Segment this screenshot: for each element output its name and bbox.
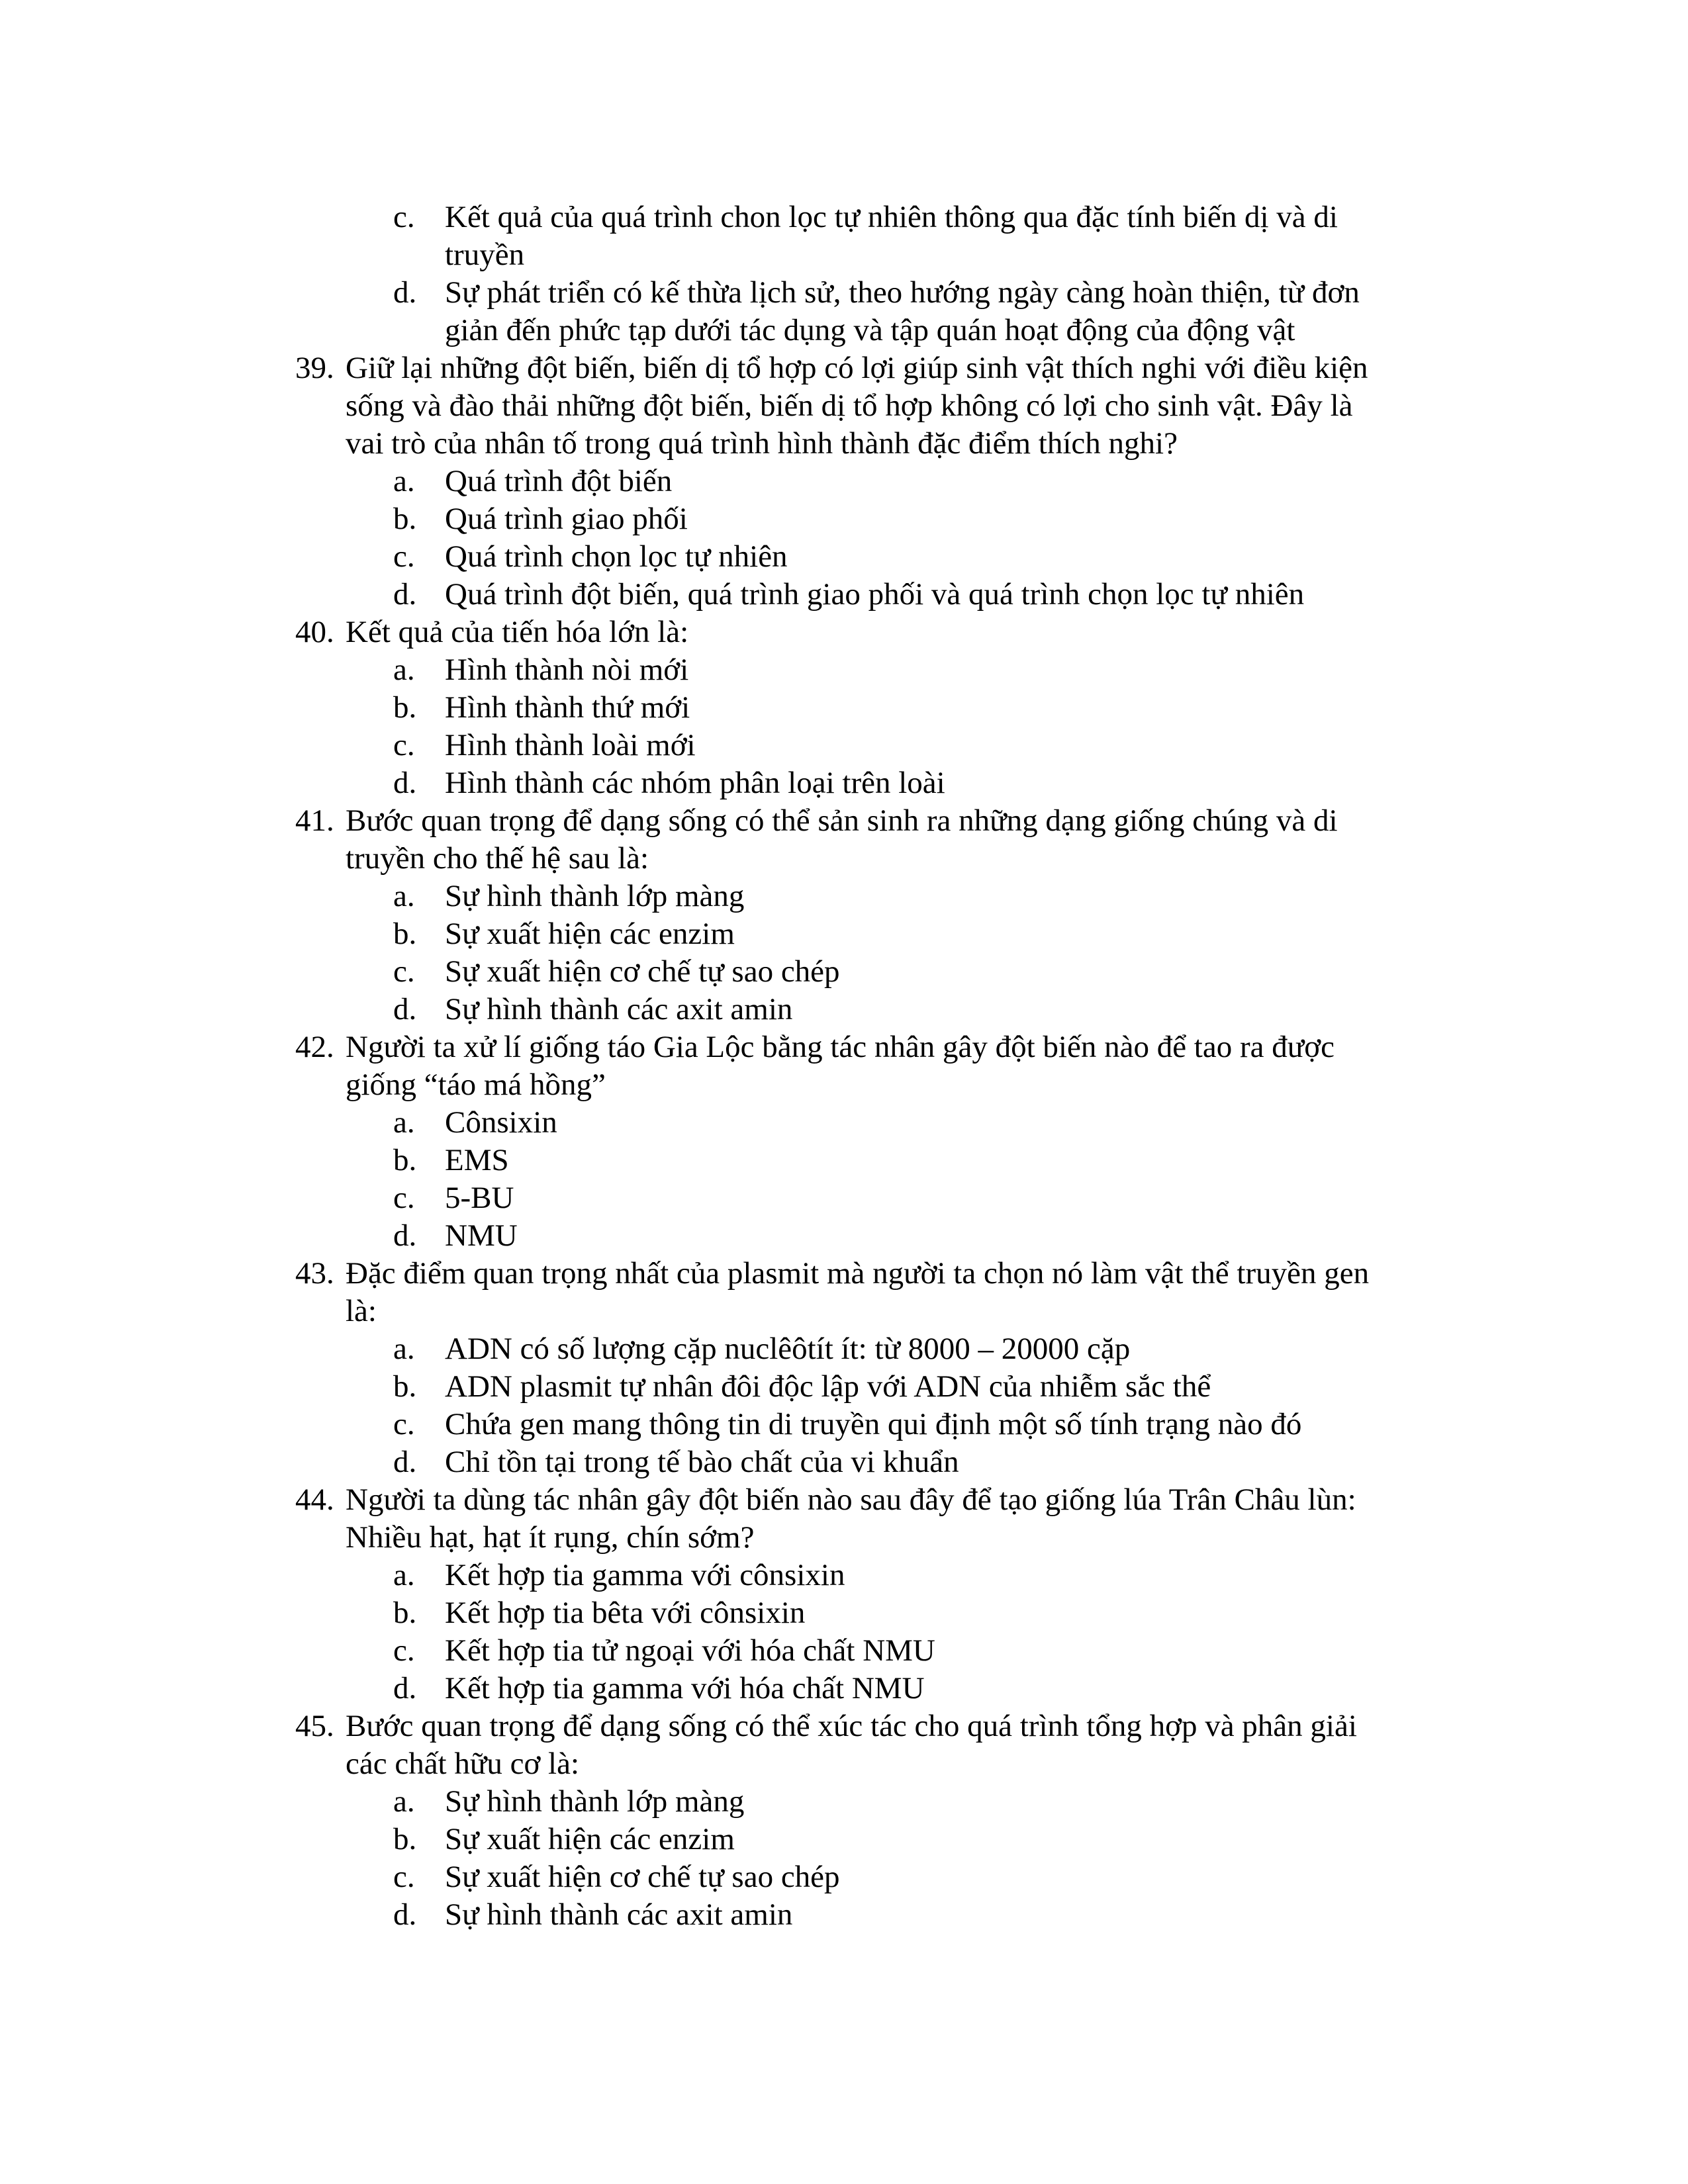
- option-text: 5-BU: [445, 1181, 514, 1215]
- option: [0, 1858, 1688, 1896]
- option-letter: a.: [393, 1558, 415, 1592]
- question-text: Giữ lại những đột biến, biến dị tổ hợp có lợi giúp sinh vật thích nghi với điều kiện: [346, 351, 1368, 385]
- option: [0, 1368, 1688, 1406]
- option: [0, 727, 1688, 764]
- option: [0, 1557, 1688, 1594]
- option-text: Sự hình thành lớp màng: [445, 1784, 745, 1819]
- option-d-continued: [0, 274, 1688, 347]
- option-letter: a.: [393, 1105, 415, 1140]
- option-text: EMS: [445, 1143, 509, 1177]
- question-text: sống và đào thải những đột biến, biến dị tổ hợp không có lợi cho sinh vật. Đây là: [346, 388, 1353, 423]
- option-text: Chỉ tồn tại trong tế bào chất của vi khuẩn: [445, 1445, 959, 1479]
- option-letter: d.: [393, 1445, 417, 1479]
- option-text: truyền: [445, 238, 525, 272]
- option-text: giản đến phức tạp dưới tác dụng và tập quán hoạt động của động vật: [445, 313, 1295, 347]
- option-letter: c.: [393, 1860, 415, 1894]
- question-number: 39.: [295, 351, 334, 385]
- option-text: Sự phát triển có kế thừa lịch sử, theo hướng ngày càng hoàn thiện, từ đơn: [445, 275, 1360, 310]
- question-text: Người ta xử lí giống táo Gia Lộc bằng tác nhân gây đột biến nào để tao ra được: [346, 1030, 1335, 1064]
- option-text: Kết hợp tia gamma với hóa chất NMU: [445, 1671, 925, 1706]
- option-letter: c.: [393, 1181, 415, 1215]
- option: [0, 689, 1688, 727]
- option: [0, 1104, 1688, 1142]
- option: [0, 1632, 1688, 1670]
- option-text: Chứa gen mang thông tin di truyền qui định một số tính trạng nào đó: [445, 1407, 1302, 1441]
- option: [0, 915, 1688, 953]
- option-letter: d.: [393, 1671, 417, 1706]
- option: [0, 538, 1688, 576]
- option: [0, 1142, 1688, 1179]
- option-letter: d.: [393, 992, 417, 1026]
- option-letter: c.: [393, 200, 415, 234]
- option-text: Sự hình thành lớp màng: [445, 879, 745, 913]
- option: [0, 1330, 1688, 1368]
- option-letter: b.: [393, 1822, 417, 1856]
- option-letter: d.: [393, 1897, 417, 1932]
- option: [0, 463, 1688, 500]
- option: [0, 1406, 1688, 1443]
- option: [0, 651, 1688, 689]
- question-number: 41.: [295, 803, 334, 838]
- option-letter: b.: [393, 1143, 417, 1177]
- option: [0, 1217, 1688, 1255]
- option-text: Kết quả của quá trình chon lọc tự nhiên thông qua đặc tính biến dị và di: [445, 200, 1338, 234]
- option-letter: a.: [393, 1784, 415, 1819]
- question-text: Bước quan trọng để dạng sống có thể sản sinh ra những dạng giống chúng và di: [346, 803, 1338, 838]
- option-letter: b.: [393, 917, 417, 951]
- option-text: Kết hợp tia gamma với cônsixin: [445, 1558, 845, 1592]
- question-text: các chất hữu cơ là:: [346, 1747, 580, 1781]
- option-text: Cônsixin: [445, 1105, 557, 1140]
- question-text: Kết quả của tiến hóa lớn là:: [346, 615, 689, 649]
- question-text: là:: [346, 1294, 377, 1328]
- question-text: Người ta dùng tác nhân gây đột biến nào sau đây để tạo giống lúa Trân Châu lùn:: [346, 1482, 1356, 1517]
- option: [0, 500, 1688, 538]
- option-letter: a.: [393, 464, 415, 498]
- option-letter: b.: [393, 502, 417, 536]
- question-number: 45.: [295, 1709, 334, 1743]
- option: [0, 1783, 1688, 1821]
- option-letter: d.: [393, 577, 417, 612]
- option-letter: c.: [393, 728, 415, 762]
- option-text: Kết hợp tia bêta với cônsixin: [445, 1596, 806, 1630]
- question-text: truyền cho thế hệ sau là:: [346, 841, 649, 876]
- option: [0, 576, 1688, 614]
- option-text: Sự hình thành các axit amin: [445, 1897, 793, 1932]
- question-number: 43.: [295, 1256, 334, 1291]
- option-text: Sự xuất hiện các enzim: [445, 1822, 735, 1856]
- option-letter: c.: [393, 1407, 415, 1441]
- option-text: Hình thành nòi mới: [445, 653, 689, 687]
- question-text: Nhiều hạt, hạt ít rụng, chín sớm?: [346, 1520, 755, 1555]
- question-text: giống “táo má hồng”: [346, 1068, 606, 1102]
- option: [0, 991, 1688, 1028]
- option-text: ADN plasmit tự nhân đôi độc lập với ADN của nhiễm sắc thể: [445, 1369, 1211, 1404]
- option-text: Quá trình chọn lọc tự nhiên: [445, 539, 788, 574]
- option-text: Quá trình đột biến, quá trình giao phối và quá trình chọn lọc tự nhiên: [445, 577, 1305, 612]
- question-text: Đặc điểm quan trọng nhất của plasmit mà người ta chọn nó làm vật thể truyền gen: [346, 1256, 1370, 1291]
- option-letter: c.: [393, 539, 415, 574]
- question-text: vai trò của nhân tố trong quá trình hình thành đặc điểm thích nghi?: [346, 426, 1178, 461]
- question-number: 42.: [295, 1030, 334, 1064]
- option: [0, 1179, 1688, 1217]
- option-text: ADN có số lượng cặp nuclêôtít ít: từ 8000 – 20000 cặp: [445, 1332, 1131, 1366]
- option-text: Sự xuất hiện các enzim: [445, 917, 735, 951]
- option-letter: c.: [393, 1633, 415, 1668]
- question-text: Bước quan trọng để dạng sống có thể xúc tác cho quá trình tổng hợp và phân giải: [346, 1709, 1357, 1743]
- option: [0, 878, 1688, 915]
- option-letter: d.: [393, 275, 417, 310]
- option: [0, 953, 1688, 991]
- option-letter: b.: [393, 1369, 417, 1404]
- option-text: Sự xuất hiện cơ chế tự sao chép: [445, 954, 840, 989]
- option-text: Hình thành thứ mới: [445, 690, 690, 725]
- option: [0, 1594, 1688, 1632]
- option: [0, 1821, 1688, 1858]
- option-letter: d.: [393, 766, 417, 800]
- option-letter: d.: [393, 1218, 417, 1253]
- option-letter: a.: [393, 653, 415, 687]
- option-letter: a.: [393, 1332, 415, 1366]
- option-text: Sự hình thành các axit amin: [445, 992, 793, 1026]
- option: [0, 1443, 1688, 1481]
- option-text: Quá trình giao phối: [445, 502, 688, 536]
- option-letter: b.: [393, 690, 417, 725]
- option-text: Hình thành các nhóm phân loại trên loài: [445, 766, 945, 800]
- option-letter: a.: [393, 879, 415, 913]
- question-number: 44.: [295, 1482, 334, 1517]
- option-letter: c.: [393, 954, 415, 989]
- option-text: NMU: [445, 1218, 518, 1253]
- option: [0, 764, 1688, 802]
- option: [0, 1896, 1688, 1934]
- question-number: 40.: [295, 615, 334, 649]
- option-letter: b.: [393, 1596, 417, 1630]
- option-text: Kết hợp tia tử ngoại với hóa chất NMU: [445, 1633, 935, 1668]
- option-text: Sự xuất hiện cơ chế tự sao chép: [445, 1860, 840, 1894]
- option-c-continued: [0, 199, 1688, 272]
- option-text: Quá trình đột biến: [445, 464, 673, 498]
- option: [0, 1670, 1688, 1707]
- option-text: Hình thành loài mới: [445, 728, 696, 762]
